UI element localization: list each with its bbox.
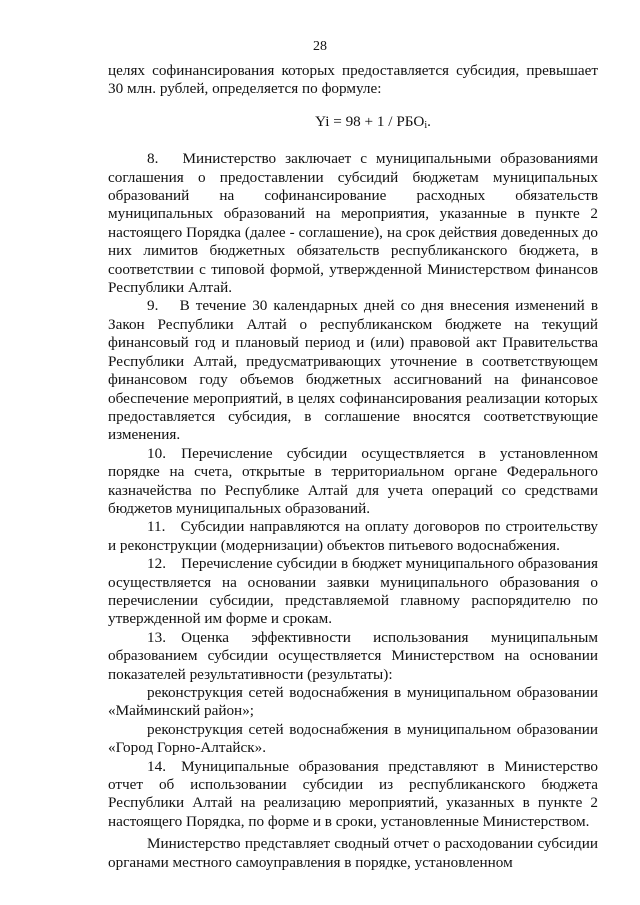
paragraph-13-item-2: реконструкция сетей водоснабжения в муниципальном образовании «Город Горно-Алтайск». bbox=[108, 720, 598, 757]
paragraph-8: 8. Министерство заключает с муниципальными образованиями соглашения о предоставлении субсидий бюджетам муниципальных образований на софинансирование расходных обязательств муниципальных образований на мероприятия, указанные в пункте 2 настоящего Порядка (далее - соглашение), на срок действия доведенных до них лимитов бюджетных обязательств республиканского бюджета, в соответствии с типовой формой, утвержденной Министерством финансов Республики Алтай. bbox=[108, 150, 598, 297]
paragraph-13-item-1: реконструкция сетей водоснабжения в муниципальном образовании «Майминский район»; bbox=[108, 684, 598, 720]
formula-tail: . bbox=[427, 112, 431, 130]
formula bbox=[108, 113, 598, 135]
paragraph-9: 9. В течение 30 календарных дней со дня внесения изменений в Закон Республики Алтай о республиканском бюджете на текущий финансовый год и плановый период и (или) правовой акт Правительства Республики Алтай, предусматривающих уточнение в соответствующем финансовом году объемов бюджетных ассигнований на финансовое обеспечение мероприятий, в целях софинансирования реализации которых предоставляется субсидия, в соглашение вносятся соответствующие изменения. bbox=[108, 297, 598, 444]
paragraph-13: 13. Оценка эффективности использования муниципальным образованием субсидии осуществляется Министерством на основании показателей результативности (результаты): bbox=[108, 628, 598, 683]
paragraph-15: Министерство представляет сводный отчет о расходовании субсидии органами местного самоуправления в порядке, установленном bbox=[108, 835, 598, 871]
page-body bbox=[108, 62, 598, 872]
page-number: 28 bbox=[313, 39, 327, 54]
paragraph-10: 10. Перечисление субсидии осуществляется в установленном порядке на счета, открытые в территориальном органе Федерального казначейства по Республике Алтай для учета операций со средствами бюджетов муниципальных образований. bbox=[108, 444, 598, 517]
paragraph-12: 12. Перечисление субсидии в бюджет муниципального образования осуществляется на основании заявки муниципального образования о перечислении субсидии, представляемой главному распорядителю по утвержденной им форме и срокам. bbox=[108, 555, 598, 628]
paragraph-11: 11. Субсидии направляются на оплату договоров по строительству и реконструкции (модернизации) объектов питьевого водоснабжения. bbox=[108, 518, 598, 554]
formula-main: Yi = 98 + 1 / РБО bbox=[315, 112, 425, 130]
intro-paragraph: целях софинансирования которых предоставляется субсидия, превышает 30 млн. рублей, определяется по формуле: bbox=[108, 62, 598, 98]
paragraph-14: 14. Муниципальные образования представляют в Министерство отчет об использовании субсидии из республиканского бюджета Республики Алтай на реализацию мероприятий, указанных в пункте 2 настоящего Порядка, по форме и в сроки, установленные Министерством. bbox=[108, 757, 598, 830]
formula-subscript: i bbox=[424, 119, 428, 131]
